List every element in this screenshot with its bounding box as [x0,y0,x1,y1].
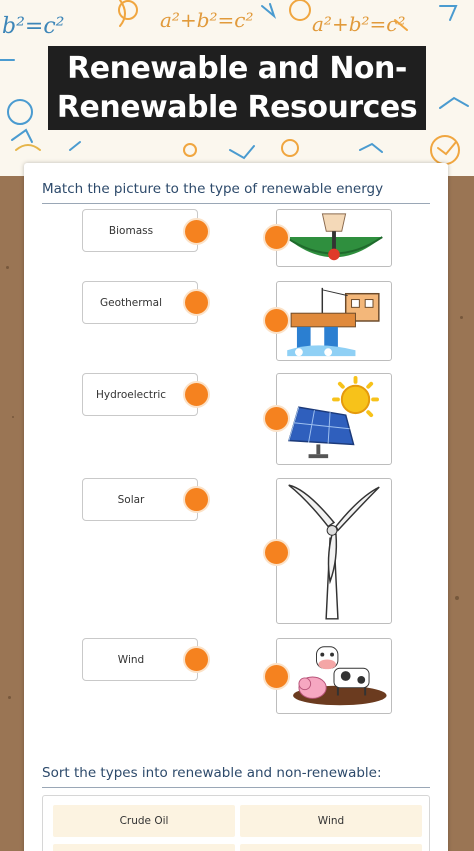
match-label-biomass[interactable] [82,209,198,252]
picture-card-wind[interactable] [276,478,392,624]
match-dot-right[interactable] [263,307,290,334]
match-label-hydroelectric[interactable] [82,373,198,416]
match-dot-right[interactable] [263,224,290,251]
math-doodle: a²+b²=c² [160,8,254,32]
match-dot-left[interactable] [183,289,210,316]
picture-card-solar[interactable] [276,373,392,465]
page-title-line1: Renewable and Non- [67,51,407,86]
cork-speck [12,416,14,418]
sorting-instruction: Sort the types into renewable and non-renewable: [42,765,382,781]
match-label-geothermal[interactable] [82,281,198,324]
match-label-text: Biomass [108,224,154,237]
picture-card-hydroelectric[interactable] [276,281,392,361]
cork-speck [455,596,459,600]
match-dot-left[interactable] [183,218,210,245]
sort-chip-text: Wind [317,815,345,827]
solar-panel-icon [277,374,391,464]
sort-item-pool [42,795,430,851]
match-label-text: Geothermal [100,296,162,309]
page-title-line2: Renewable Resources [56,90,418,125]
geothermal-plant-icon [277,210,391,266]
match-label-wind[interactable] [82,638,198,681]
match-dot-left[interactable] [183,486,210,513]
hydroelectric-dam-icon [277,282,391,360]
sort-chip-crude-oil[interactable] [53,805,235,837]
match-label-text: Hydroelectric [95,388,167,401]
matching-instruction: Match the picture to the type of renewable energy [42,181,384,197]
match-dot-right[interactable] [263,663,290,690]
picture-card-geothermal[interactable] [276,209,392,267]
section-divider [42,787,430,788]
section-divider [42,203,430,204]
cork-speck [8,696,11,699]
math-doodle: b²=c² [2,14,65,39]
sort-chip-text: Crude Oil [119,815,169,827]
sort-chip-partial[interactable] [240,844,422,851]
match-label-text: Solar [117,493,145,506]
match-dot-right[interactable] [263,405,290,432]
picture-card-biomass[interactable] [276,638,392,714]
sort-chip-wind[interactable] [240,805,422,837]
biomass-farm-animals-icon [277,639,391,713]
cork-speck [460,316,463,319]
wind-turbine-icon [277,479,391,623]
match-label-text: Wind [117,653,145,666]
match-dot-left[interactable] [183,381,210,408]
match-label-solar[interactable] [82,478,198,521]
cork-speck [6,266,9,269]
sort-chip-partial[interactable] [53,844,235,851]
page-title [48,46,426,130]
match-dot-left[interactable] [183,646,210,673]
header-banner [0,0,474,176]
match-dot-right[interactable] [263,539,290,566]
math-doodle: a²+b²=c² [312,12,406,36]
worksheet [24,163,448,851]
